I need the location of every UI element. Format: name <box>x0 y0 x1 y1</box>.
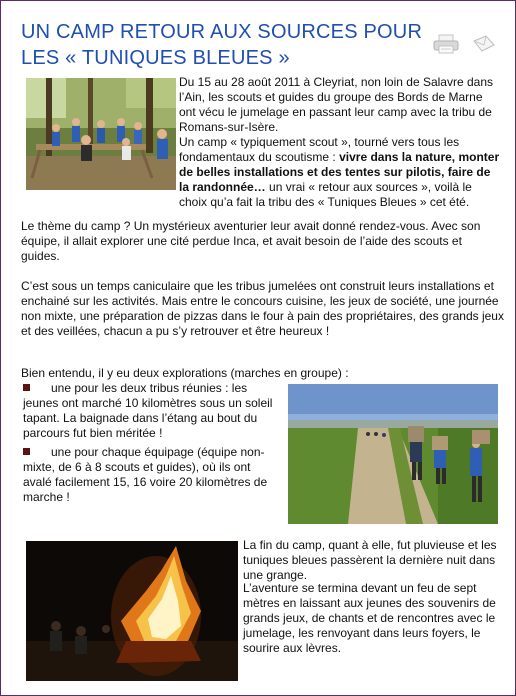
theme-paragraph: Le thème du camp ? Un mystérieux aventurier leur avait donné rendez-vous. Avec son équipe, il allait explorer une cité perdue Inca, et avait besoin de l’aide des scouts et guides. <box>21 219 481 263</box>
camp-description-start: Un camp « typiquement scout », tourné vers tous les fondamentaux du scoutisme : <box>179 135 460 164</box>
ending-paragraph: La fin du camp, quant à elle, fut pluvieuse et les tuniques bleues passèrent la dernière nuit dans une grange. <box>243 538 497 582</box>
scouts-camp-photo <box>26 78 176 190</box>
envelope-icon[interactable] <box>472 35 496 53</box>
exploration-item-2: une pour chaque équipage (équipe non-mixte, de 6 à 8 scouts et guides), où ils ont avalé facilement 15, 16 voire 20 kilomètres de marche ! <box>23 445 268 504</box>
article-title: UN CAMP RETOUR AUX SOURCES POUR LES « TUNIQUES BLEUES » <box>21 21 423 69</box>
intro-paragraph: Du 15 au 28 août 2011 à Cleyriat, non loin de Salavre dans l’Ain, les scouts et guides du groupe des Bords de Marne ont vécu le jumelage en passant leur camp avec la tribu de Romans-sur-Isère. <box>179 75 493 134</box>
hiking-scouts-photo <box>288 384 498 524</box>
camp-description-bold: vivre dans la nature, monter de belles installations et des tentes sur pilotis, faire de la randonnée… <box>179 150 500 194</box>
campfire-photo <box>26 541 238 681</box>
exploration-item-1: une pour les deux tribus réunies : les jeunes ont marché 10 kilomètres sous un soleil tapant. La baignade dans l’étang au bout du parcours fut bien méritée ! <box>23 381 273 440</box>
printer-icon[interactable] <box>433 34 459 54</box>
explorations-intro: Bien entendu, il y eu deux explorations (marches en groupe) : <box>21 366 349 380</box>
activities-paragraph: C’est sous un temps caniculaire que les tribus jumelées ont construit leurs installations et enchainé sur les activités. Mais entre le concours cuisine, les jeux de société, une journée non mixte, une préparation de pizzas dans le four à pain des propriétaires, des grands jeux et des veillées, chacun a pu s’y retrouver et être heureux ! <box>21 279 504 338</box>
camp-description-end: un vrai « retour aux sources », voilà le choix qu’a fait la tribu des « Tuniques Bleues » cet été. <box>179 180 472 209</box>
campfire-paragraph: L’aventure se termina devant un feu de sept mètres en laissant aux jeunes des souvenirs de grands jeux, de chants et de rencontres avec le jumelage, les renvoyant dans leurs foyers, le sourire aux lèvres. <box>243 581 496 655</box>
camp-description <box>179 135 501 210</box>
